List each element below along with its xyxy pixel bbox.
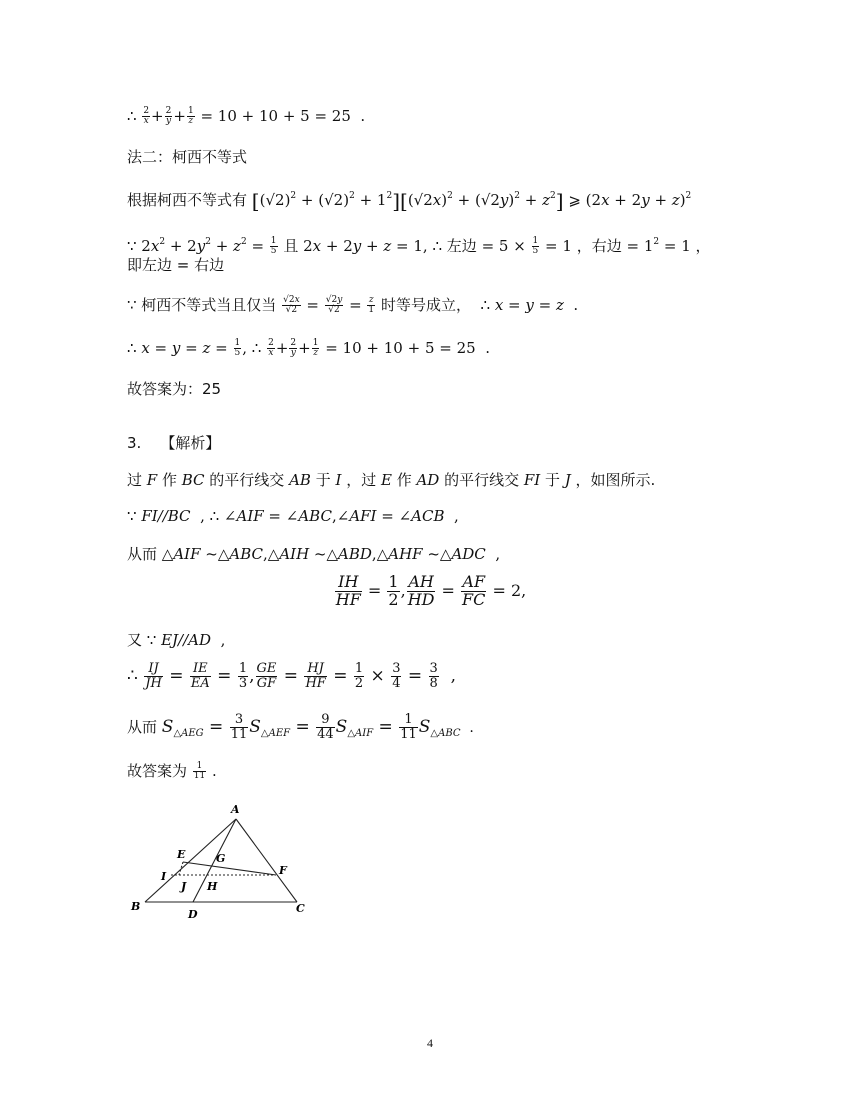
page-number: 4 [427,1036,433,1050]
parallel-angles-line: ∵ FI//BC , ∴ ∠AIF = ∠ABC,∠AFI = ∠ACB , [127,507,459,525]
cauchy-inequality-line: 根据柯西不等式有 $[(√2)^2 + (√2)^2 + 1^2][(√2x)^2 + (√2y)^2 + z^2]$ ⩾ $(2x + 2y + z)^2$ [127,189,692,213]
label-I: I [161,870,167,883]
similar-triangles-line: 从而 △AIF ~△ABC,△AIH ~△ABD,△AHF ~△ADC , [127,545,501,563]
condition-line: ∵ $2x^2 + 2y^2 + z^2$ = $\frac{1}{5}$ 且 2x + 2y + z = 1, ∴ 左边 = 5 × $\frac{1}{5}$ = 1 ，右边 = $1^2 = 1$ ， [127,235,711,256]
label-C: C [296,902,305,915]
label-A: A [231,803,240,816]
label-H: H [207,880,218,893]
label-J: J [181,880,187,893]
label-E: E [177,848,186,861]
problem-3-heading: 3. 【解析】 [127,434,221,452]
area-ratio-line: 从而 $S_{\triangle AEG}$ = $\frac{3}{11}$ $S_{\triangle AEF}$ = $\frac{9}{44}$ $S_{\triangle AIF}$ = $\frac{1}{11}$ $S_{\triangle ABC}$ . [127,712,474,742]
method-two-heading: 法二：柯西不等式 [127,148,248,166]
answer-line-1: 故答案为：25 [127,380,222,398]
side-ac [236,819,297,902]
answer-line-2: 故答案为 $\frac{1}{11}$ . [127,760,217,781]
ej-parallel-line: 又 ∵ EJ//AD , [127,631,226,649]
segment-ratio-line: ∴ $\frac{IJ}{JH}$ = $\frac{IE}{EA}$ = $\frac{1}{3}$ , $\frac{GE}{GF}$ = $\frac{HJ}{HF}$ = $\frac{1}{2}$ × $\frac{3}{4}$ = $\frac{3}{8}$ , [127,661,457,691]
label-D: D [188,908,198,921]
ratio-equation: $\frac{IH}{HF}$ = $\frac{1}{2}$ , $\frac{AH}{HD}$ = $\frac{AF}{FC}$ = 2, [335,572,527,609]
label-F: F [279,864,287,877]
construction-line: 过 F 作 BC 的平行线交 AB 于 I ，过 E 作 AD 的平行线交 FI 于 J ，如图所示. [127,471,656,489]
equality-condition-line: ∵ 柯西不等式当且仅当 $\frac{√2x}{√2}$ = $\frac{√2y}{√2}$ = $\frac{z}{1}$ 时等号成立， ∴ x = y = z . [127,294,579,315]
triangle-figure [125,800,325,925]
left-equals-right: 即左边 = 右边 [127,256,225,274]
label-G: G [216,852,226,865]
line-1: ∴ $\frac{2}{x}$ + $\frac{2}{y}$ + $\frac{1}{z}$ = 10 + 10 + 5 = 25 . [127,105,366,126]
solution-values-line: ∴ x = y = z = $\frac{1}{5}$ , ∴ $\frac{2}{x}$ + $\frac{2}{y}$ + $\frac{1}{z}$ = 10 + 10 + 5 = 25 . [127,337,490,358]
segment-ef [183,862,276,875]
label-B: B [131,900,141,913]
